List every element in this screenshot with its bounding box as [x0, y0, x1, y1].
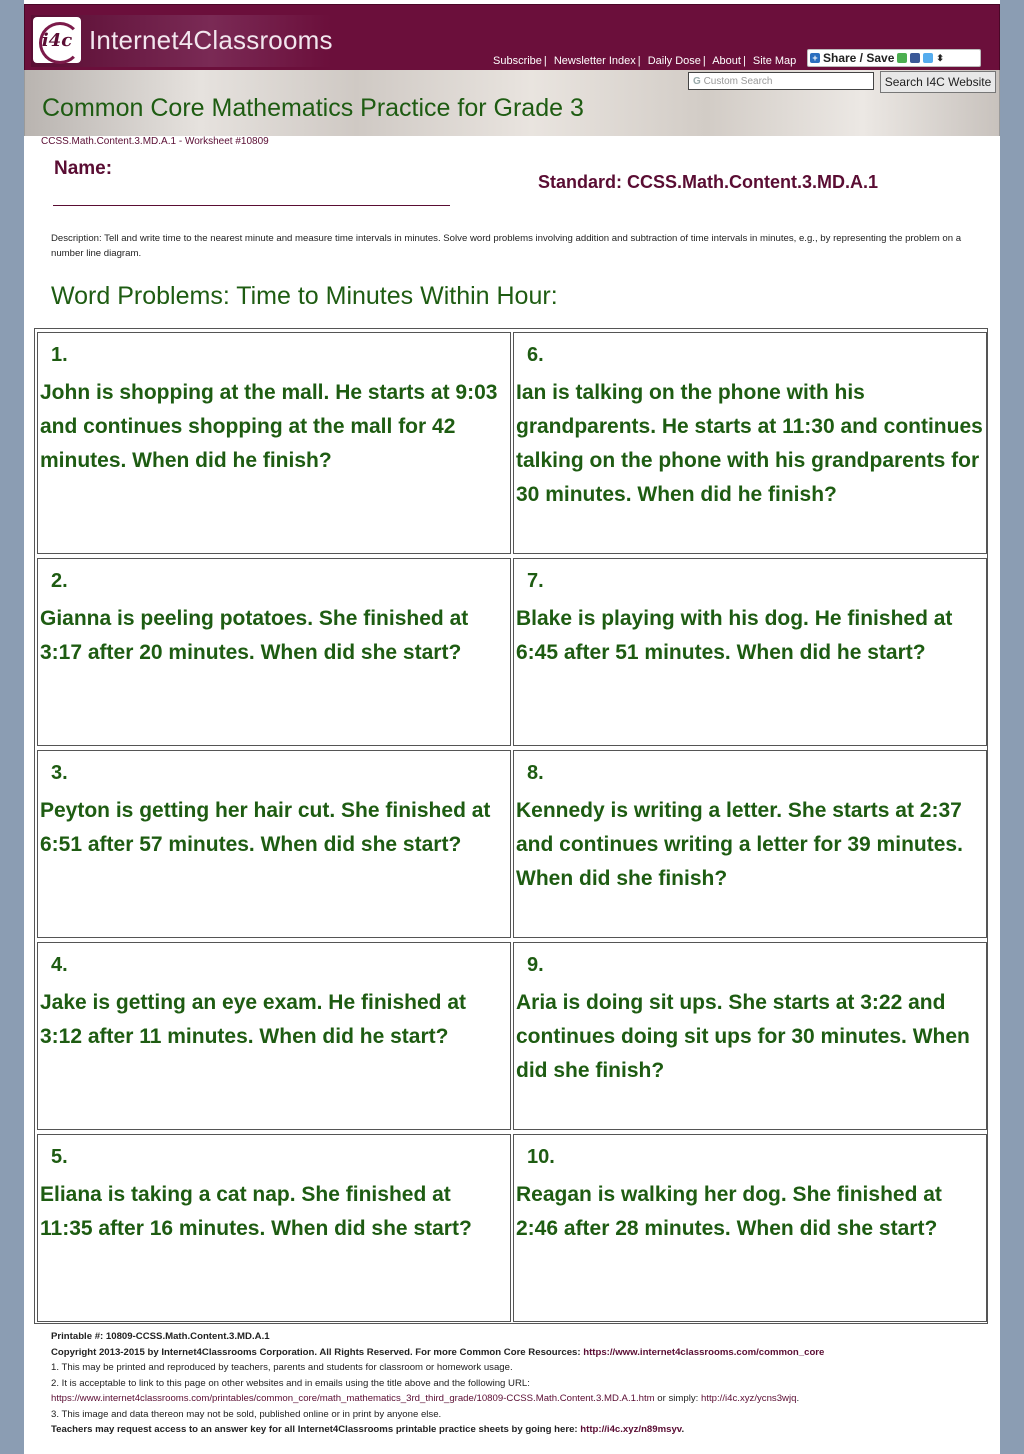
worksheet-title: Word Problems: Time to Minutes Within Hour: [51, 282, 558, 310]
problem-number: 9. [527, 954, 544, 976]
problem-grid [34, 328, 988, 1324]
problem-number: 8. [527, 762, 544, 784]
problem-number: 10. [527, 1146, 555, 1168]
period: . [796, 1393, 800, 1404]
site-header [24, 4, 1000, 72]
chevron-up-down-icon: ⬍ [936, 52, 944, 63]
page [24, 0, 1000, 1454]
problem-number: 7. [527, 570, 544, 592]
share-icon [897, 53, 907, 63]
problem-cell [513, 750, 987, 938]
description: Description: Tell and write time to the nearest minute and measure time intervals in minutes. Solve word problems involving addition and subtraction of time intervals in minutes, e.g., by representing the problem on a number line diagram. [51, 233, 962, 259]
nav-about[interactable]: About [712, 55, 741, 67]
copyright-line [51, 1345, 991, 1361]
short-url-link[interactable]: http://i4c.xyz/ycns3wjq [701, 1393, 797, 1404]
problem-cell [37, 942, 511, 1130]
logo-badge-text: i4c [41, 29, 73, 51]
problem-cell [513, 558, 987, 746]
problem-number: 5. [51, 1146, 68, 1168]
facebook-icon [910, 53, 920, 63]
search-placeholder: Custom Search [703, 76, 773, 87]
answer-key-link[interactable]: http://i4c.xyz/n89msyv [580, 1424, 682, 1435]
footer [51, 1329, 991, 1438]
twitter-icon [923, 53, 933, 63]
problem-text: Eliana is taking a cat nap. She finished at 11:35 after 16 minutes. When did she start? [40, 1183, 472, 1240]
problem-number: 2. [51, 570, 68, 592]
problem-cell [37, 332, 511, 554]
search-button[interactable]: Search I4C Website [880, 71, 996, 93]
problem-cell [513, 942, 987, 1130]
google-logo-icon: G [693, 76, 701, 87]
problem-text: Aria is doing sit ups. She starts at 3:22 and continues doing sit ups for 30 minutes. When did she finish? [516, 991, 970, 1082]
problem-cell [37, 1134, 511, 1322]
copyright-text: Copyright 2013-2015 by Internet4Classrooms Corporation. All Rights Reserved. For more Common Core Resources: [51, 1346, 584, 1358]
site-logo[interactable] [31, 15, 331, 67]
logo-icon [33, 17, 81, 63]
problem-text: Blake is playing with his dog. He finished at 6:45 after 51 minutes. When did he start? [516, 607, 953, 664]
long-url-link[interactable]: https://www.internet4classrooms.com/printables/common_core/math_mathematics_3rd_third_grade/10809-CCSS.Math.Content.3.MD.A.1.htm [51, 1393, 655, 1404]
problem-text: Ian is talking on the phone with his grandparents. He starts at 11:30 and continues talking on the phone with his grandparents for 30 minutes. When did he finish? [516, 381, 983, 506]
teachers-text: Teachers may request access to an answer key for all Internet4Classrooms printable practice sheets by going here: [51, 1424, 581, 1435]
plus-icon: + [810, 53, 820, 63]
problem-text: Kennedy is writing a letter. She starts at 2:37 and continues writing a letter for 39 minutes. When did she finish? [516, 799, 963, 890]
nav-daily-dose[interactable]: Daily Dose [647, 55, 701, 67]
problem-number: 3. [51, 762, 68, 784]
top-nav: Subscribe | Newsletter Index | Daily Dose | About | Site Map [493, 55, 797, 67]
nav-subscribe[interactable]: Subscribe [493, 55, 542, 67]
url-line [51, 1391, 991, 1407]
problem-text: Reagan is walking her dog. She finished at 2:46 after 28 minutes. When did she start? [516, 1183, 942, 1240]
problem-cell [37, 558, 511, 746]
usage-note-2: 2. It is acceptable to link to this page on other websites and in emails using the title above and the following URL: [51, 1377, 530, 1389]
problem-text: Gianna is peeling potatoes. She finished at 3:17 after 20 minutes. When did she start? [40, 607, 469, 664]
problem-cell [513, 332, 987, 554]
problem-cell [513, 1134, 987, 1322]
logo-text: Internet4Classrooms [89, 25, 333, 55]
problem-text: John is shopping at the mall. He starts at 9:03 and continues shopping at the mall for 42 minutes. When did he finish? [40, 381, 498, 472]
common-core-link[interactable]: https://www.internet4classrooms.com/common_core [583, 1346, 825, 1358]
name-line [53, 205, 450, 206]
problem-number: 6. [527, 344, 544, 366]
printable-number: Printable #: 10809-CCSS.Math.Content.3.MD.A.1 [51, 1331, 270, 1342]
page-title: Common Core Mathematics Practice for Grade 3 [42, 94, 584, 122]
problem-number: 1. [51, 344, 68, 366]
logo-ring [39, 22, 81, 64]
share-save-button[interactable] [807, 49, 981, 67]
nav-site-map[interactable]: Site Map [752, 55, 797, 67]
problem-cell [37, 750, 511, 938]
nav-newsletter-index[interactable]: Newsletter Index [553, 55, 636, 67]
answer-key-line [51, 1422, 991, 1438]
problem-number: 4. [51, 954, 68, 976]
problem-text: Jake is getting an eye exam. He finished at 3:12 after 11 minutes. When did he start? [40, 991, 466, 1048]
problem-text: Peyton is getting her hair cut. She finished at 6:51 after 57 minutes. When did she start? [40, 799, 491, 856]
period: . [681, 1424, 685, 1435]
share-label: Share / Save [823, 51, 895, 65]
usage-note-1: 1. This may be printed and reproduced by teachers, parents and students for classroom or homework usage. [51, 1362, 513, 1373]
breadcrumb[interactable]: CCSS.Math.Content.3.MD.A.1 - Worksheet #10809 [41, 136, 269, 147]
usage-note-3: 3. This image and data thereon may not be sold, published online or in print by anyone else. [51, 1408, 442, 1420]
or-simply-text: or simply: [654, 1393, 702, 1404]
search-input[interactable] [688, 72, 874, 90]
name-label: Name: [54, 158, 113, 179]
standard-label: Standard: CCSS.Math.Content.3.MD.A.1 [538, 172, 879, 192]
